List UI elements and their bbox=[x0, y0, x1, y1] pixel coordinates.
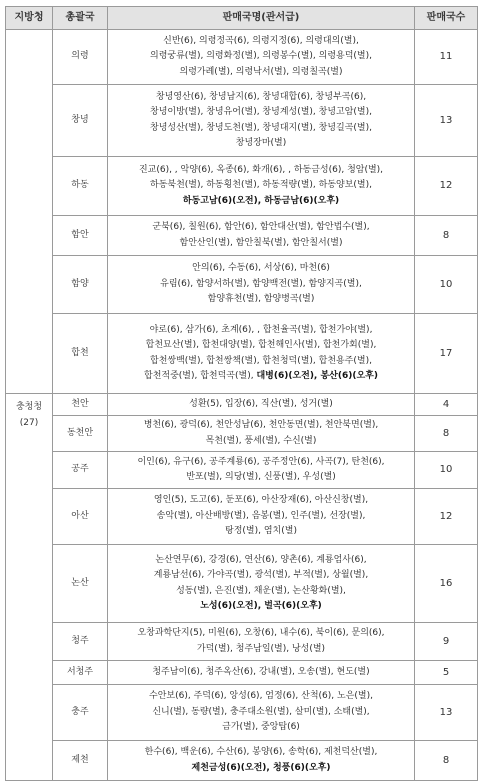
post-office-sales-table bbox=[5, 6, 478, 781]
count-cell: 4 bbox=[415, 394, 478, 416]
office-text-bold: 하동고남(6)(오전), 하동금남(6)(오후) bbox=[182, 195, 340, 206]
office-text: 이인(6), 유구(6), 공주계룡(6), 공주정안(6), 사곡(7), 탄천(6), bbox=[137, 456, 385, 467]
office-text: 신반(6), 의령정곡(6), 의령지정(6), 의령대의(별), bbox=[163, 35, 359, 46]
table-row bbox=[6, 623, 478, 661]
office-text: 목천(별), 풍세(별), 수신(별) bbox=[205, 435, 317, 446]
office-text: 진교(6), , 악양(6), 옥종(6), 화개(6), , 하동금성(6), 청암(별), bbox=[138, 164, 384, 175]
bureau-cell: 함양 bbox=[53, 256, 108, 314]
count-cell: 8 bbox=[415, 741, 478, 781]
offices-cell bbox=[108, 741, 415, 781]
bureau-cell: 논산 bbox=[53, 545, 108, 623]
count-cell: 9 bbox=[415, 623, 478, 661]
office-text: 합천적중(별), 합천덕곡(별), bbox=[144, 371, 257, 381]
region-cell-blank bbox=[6, 30, 53, 394]
offices-cell bbox=[108, 416, 415, 452]
bureau-cell: 청주 bbox=[53, 623, 108, 661]
table-row bbox=[6, 30, 478, 85]
office-text: 야로(6), 삼가(6), 초계(6), , 합천율곡(별), 합천가야(별), bbox=[149, 324, 373, 335]
bureau-cell: 서청주 bbox=[53, 661, 108, 685]
bureau-cell: 창녕 bbox=[53, 85, 108, 157]
office-text: 수안보(6), 주덕(6), 앙성(6), 엄정(6), 산척(6), 노은(별), bbox=[149, 691, 373, 702]
table-row bbox=[6, 416, 478, 452]
count-cell: 10 bbox=[415, 452, 478, 489]
table-row bbox=[6, 489, 478, 545]
count-cell: 8 bbox=[415, 416, 478, 452]
office-text: 병천(6), 광덕(6), 천안성남(6), 천안동면(별), 천안북면(별), bbox=[143, 420, 379, 430]
offices-cell bbox=[108, 394, 415, 416]
count-cell: 12 bbox=[415, 157, 478, 216]
table-row bbox=[6, 216, 478, 256]
bureau-cell: 공주 bbox=[53, 452, 108, 489]
office-text: 성동(별), 은진(별), 채운(별), 논산황화(별), bbox=[176, 585, 346, 596]
office-text: 가덕(별), 청주남일(별), 낭성(별) bbox=[196, 643, 326, 654]
office-text: 함양휴천(별), 함양병곡(별) bbox=[207, 294, 315, 305]
header-region: 지방청 bbox=[6, 7, 53, 30]
count-cell: 10 bbox=[415, 256, 478, 314]
office-text: 성환(5), 입장(6), 직산(별), 성거(별) bbox=[189, 398, 333, 409]
office-text: 청주남이(6), 청주옥산(6), 강내(별), 오송(별), 현도(별) bbox=[152, 666, 370, 677]
table-row bbox=[6, 256, 478, 314]
offices-cell bbox=[108, 256, 415, 314]
office-text: 송악(별), 아산배방(별), 음봉(별), 인주(별), 선장(별), bbox=[156, 510, 366, 521]
office-text: 의령궁류(별), 의령화정(별), 의령봉수(별), 의령용덕(별), bbox=[150, 51, 372, 62]
count-cell: 16 bbox=[415, 545, 478, 623]
office-text: 의령가례(별), 의령낙서(별), 의령칠곡(별) bbox=[179, 66, 343, 77]
office-text: 금가(별), 중앙탑(6) bbox=[222, 722, 300, 733]
table-row bbox=[6, 85, 478, 157]
office-text: 오창과학단지(5), 미원(6), 오창(6), 내수(6), 북이(6), 문의(6), bbox=[137, 628, 385, 638]
office-text: 반포(별), 의당(별), 신풍(별), 우성(별) bbox=[186, 472, 336, 482]
office-text: 창녕장마(별) bbox=[235, 138, 287, 148]
office-text: 창녕이방(별), 창녕유어(별), 창녕계성(별), 창녕고암(별), bbox=[150, 107, 372, 117]
office-text: 계룡남선(6), 가야곡(별), 광석(별), 부적(별), 상월(별), bbox=[153, 570, 369, 580]
table-row bbox=[6, 545, 478, 623]
offices-cell bbox=[108, 661, 415, 685]
bureau-cell: 제천 bbox=[53, 741, 108, 781]
office-text: 합천묘산(별), 합천대양(별), 합천해인사(별), 합천가회(별), bbox=[145, 340, 377, 350]
table-row bbox=[6, 685, 478, 741]
table-row bbox=[6, 661, 478, 685]
office-text: 유림(6), 함양서하(별), 함양백전(별), 함양지곡(별), bbox=[160, 278, 362, 289]
bureau-cell: 합천 bbox=[53, 314, 108, 394]
offices-cell bbox=[108, 452, 415, 489]
count-cell: 13 bbox=[415, 685, 478, 741]
bureau-cell: 충주 bbox=[53, 685, 108, 741]
office-text: 한수(6), 백운(6), 수산(6), 봉양(6), 송학(6), 제천덕산(별), bbox=[144, 747, 378, 757]
table-row bbox=[6, 394, 478, 416]
table-row bbox=[6, 157, 478, 216]
table-body bbox=[6, 30, 478, 781]
table-header-row bbox=[6, 7, 478, 30]
office-text: 하동북천(별), 하동횡천(별), 하동적량(별), 하동양보(별), bbox=[150, 180, 372, 191]
header-bureau: 총괄국 bbox=[53, 7, 108, 30]
office-text: 논산연무(6), 강경(6), 연산(6), 양촌(6), 계룡엄사(6), bbox=[155, 554, 367, 565]
bureau-cell: 아산 bbox=[53, 489, 108, 545]
offices-cell bbox=[108, 157, 415, 216]
office-text: 안의(6), 수동(6), 서상(6), 마천(6) bbox=[192, 263, 330, 274]
region-cell bbox=[6, 394, 53, 781]
count-cell: 11 bbox=[415, 30, 478, 85]
table-row bbox=[6, 452, 478, 489]
header-offices: 판매국명(관서급) bbox=[108, 7, 415, 30]
office-text: 함안산인(별), 함안칠북(별), 함안칠서(별) bbox=[179, 237, 343, 248]
offices-cell bbox=[108, 216, 415, 256]
offices-cell bbox=[108, 623, 415, 661]
offices-cell bbox=[108, 545, 415, 623]
offices-cell bbox=[108, 314, 415, 394]
offices-cell bbox=[108, 85, 415, 157]
header-count: 판매국수 bbox=[415, 7, 478, 30]
office-text: 군북(6), 칠원(6), 함안(6), 함안대산(별), 함안법수(별), bbox=[152, 222, 370, 232]
count-cell: 13 bbox=[415, 85, 478, 157]
offices-cell bbox=[108, 489, 415, 545]
offices-cell bbox=[108, 685, 415, 741]
count-cell: 12 bbox=[415, 489, 478, 545]
bureau-cell: 동천안 bbox=[53, 416, 108, 452]
office-text: 신니(별), 동량(별), 충주대소원(별), 살미(별), 소태(별), bbox=[152, 706, 370, 717]
office-text: 탕정(별), 염치(별) bbox=[225, 526, 297, 537]
offices-cell bbox=[108, 30, 415, 85]
office-text: 영인(5), 도고(6), 둔포(6), 아산장재(6), 아산신창(별), bbox=[153, 495, 369, 506]
office-text: 창녕성산(별), 창녕도천(별), 창녕대지(별), 창녕길곡(별), bbox=[150, 122, 372, 133]
bureau-cell: 천안 bbox=[53, 394, 108, 416]
count-cell: 5 bbox=[415, 661, 478, 685]
table-row bbox=[6, 314, 478, 394]
bureau-cell: 의령 bbox=[53, 30, 108, 85]
bureau-cell: 하동 bbox=[53, 157, 108, 216]
table-row bbox=[6, 741, 478, 781]
office-text: 창녕영산(6), 창녕남지(6), 창녕대합(6), 창녕부곡(6), bbox=[155, 91, 367, 102]
office-text-bold: 노성(6)(오전), 벌곡(6)(오후) bbox=[200, 601, 322, 611]
count-cell: 17 bbox=[415, 314, 478, 394]
region-name: 충청청 bbox=[15, 402, 43, 412]
count-cell: 8 bbox=[415, 216, 478, 256]
region-office-total: (27) bbox=[19, 417, 39, 428]
bureau-cell: 함안 bbox=[53, 216, 108, 256]
office-text-bold: 대병(6)(오전), 봉산(6)(오후) bbox=[256, 371, 378, 381]
office-text: 합천쌍백(별), 합천쌍책(별), 합천청덕(별), 합천용주(별), bbox=[150, 355, 372, 366]
office-text-bold: 제천금성(6)(오전), 청풍(6)(오후) bbox=[191, 762, 331, 773]
